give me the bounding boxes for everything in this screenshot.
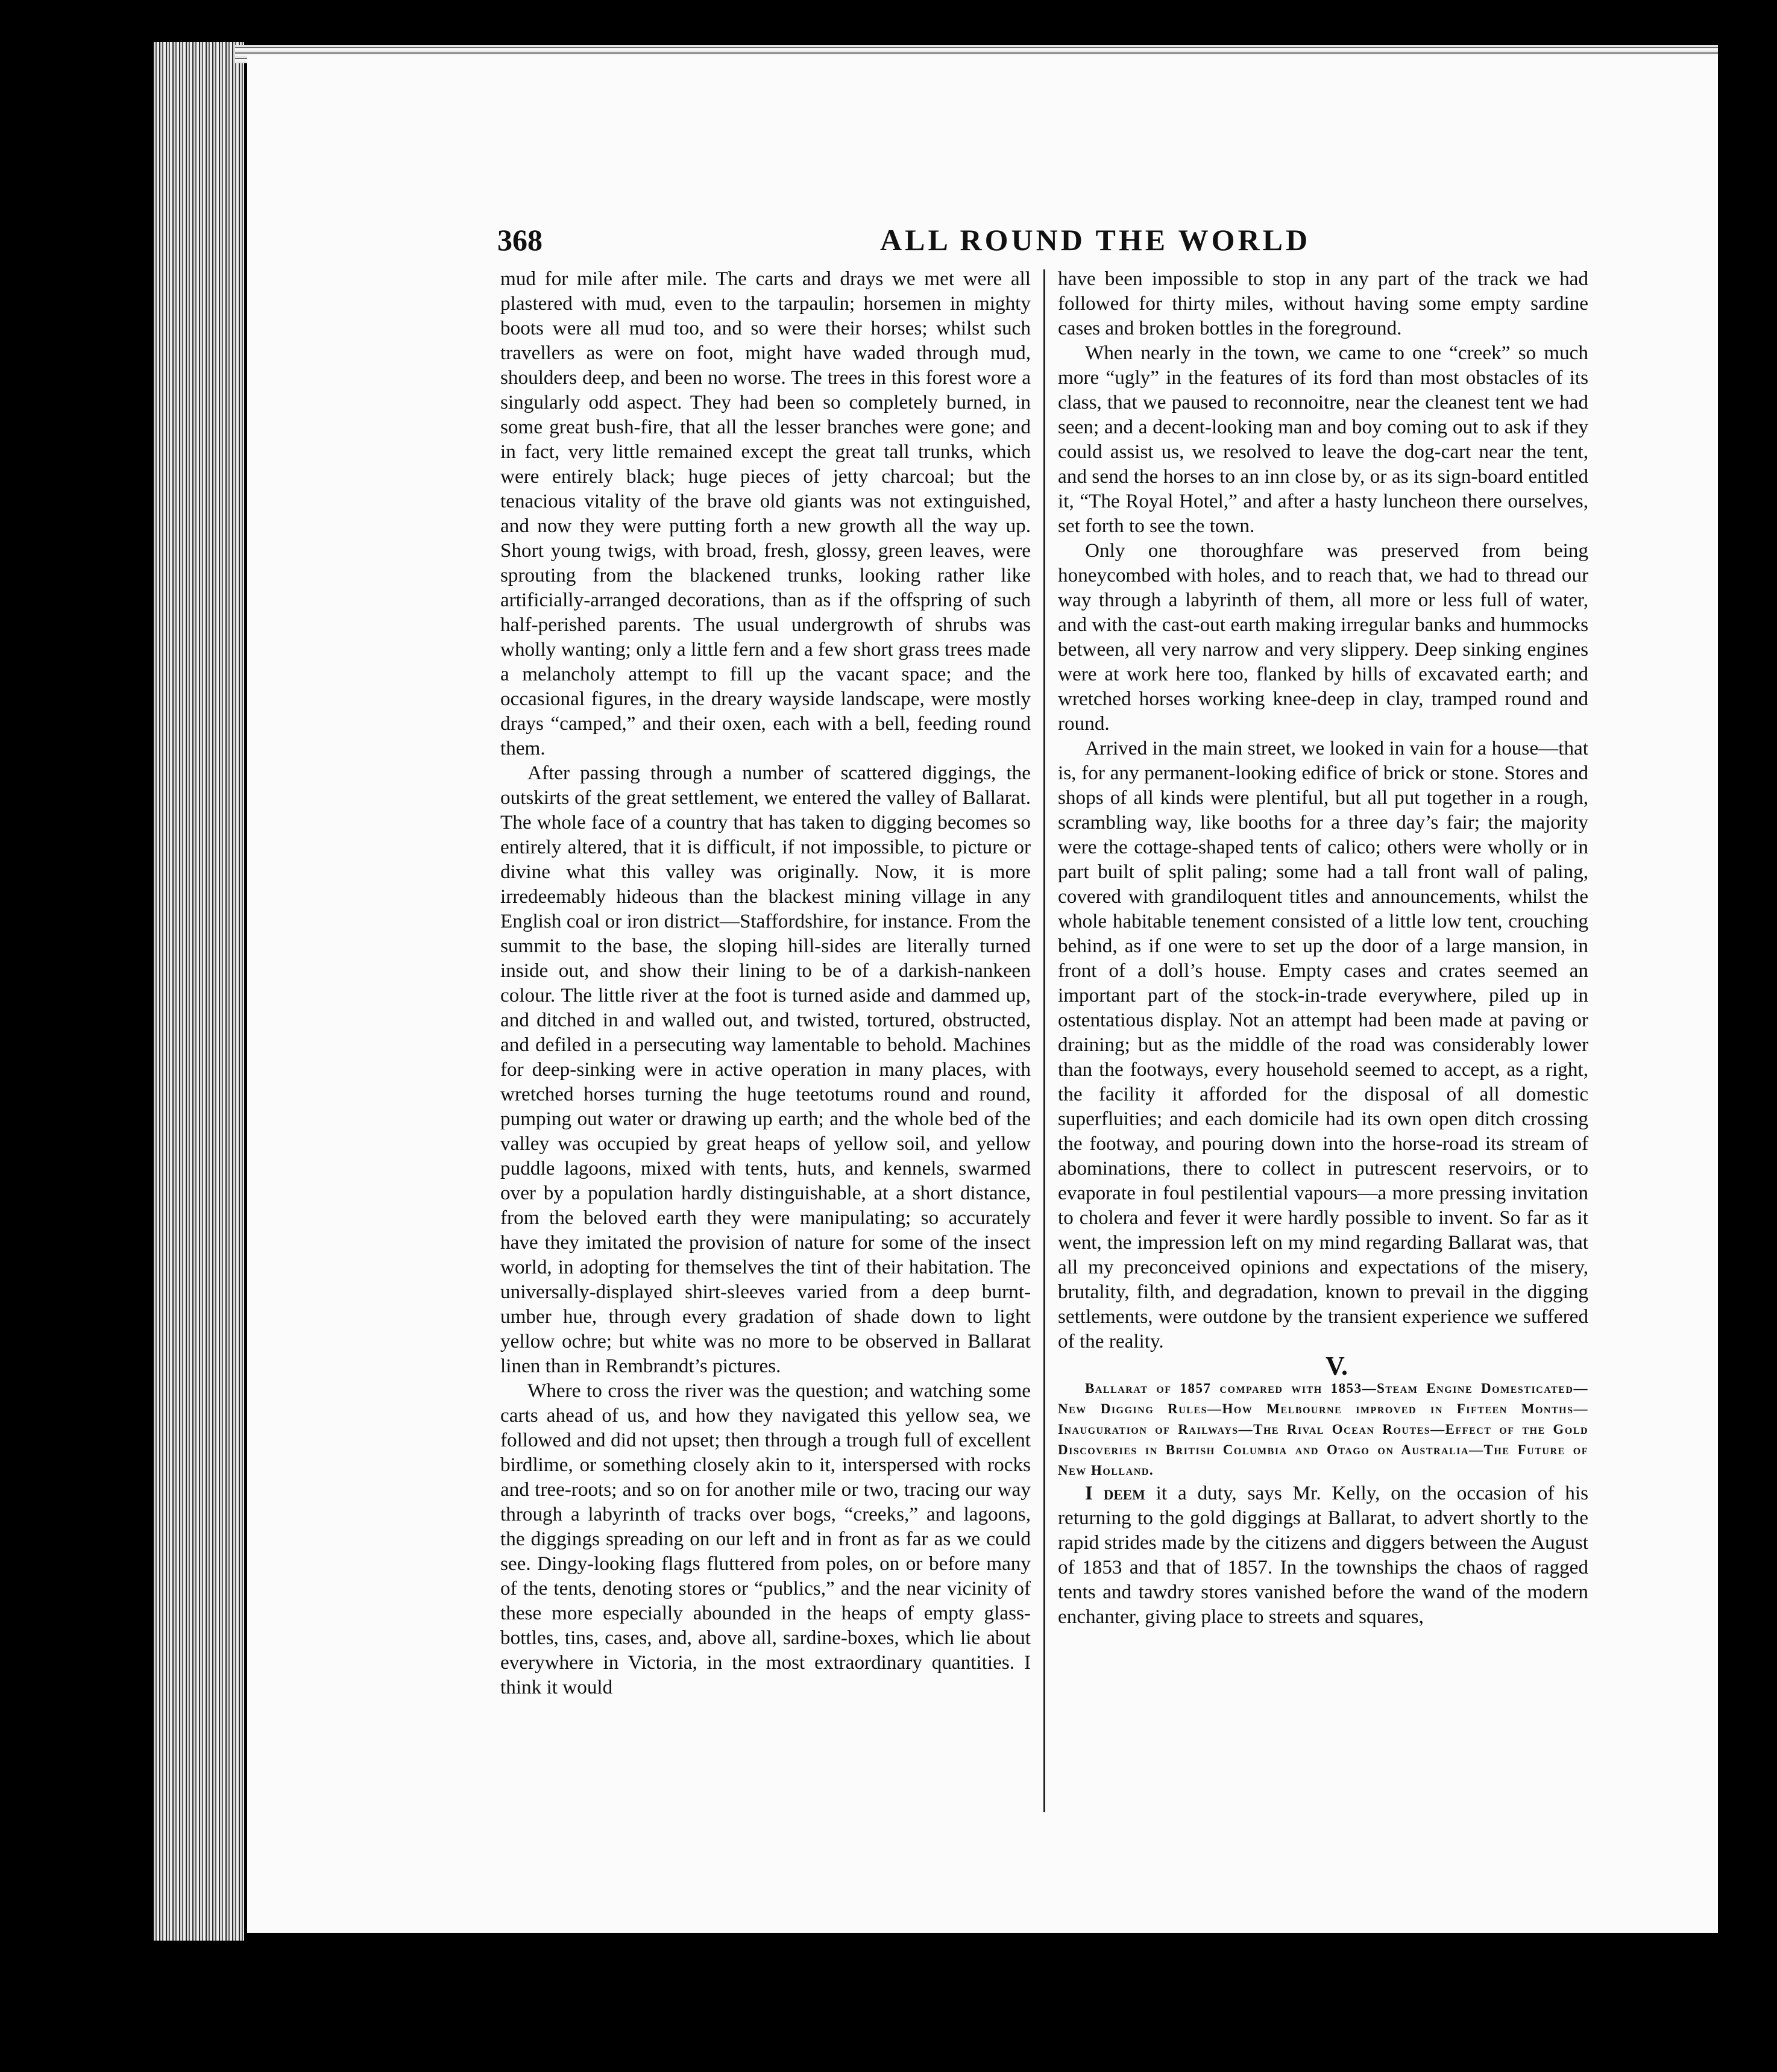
book-page: [247, 55, 1718, 1933]
paragraph: Where to cross the river was the question; and watching some carts ahead of us, and how they navigated this yellow sea, we followed and did not upset; then through a trough full of excellent birdlime, or something closely akin to it, interspersed with rocks and tree-roots; and so on for another mile or two, tracing our way through a labyrinth of tracks over bogs, “creeks,” and lagoons, the diggings spreading on our left and in front as far as we could see. Dingy-looking flags fluttered from poles, on or before many of the tents, denoting stores or “publics,” and the near vicinity of these more especially abounded in the heaps of empty glass-bottles, tins, cases, and, above all, sardine-boxes, which lie about everywhere in Victoria, in the most extraordinary quantities. I think it would: [500, 1380, 1031, 1698]
paragraph: have been impossible to stop in any part of the track we had followed for thirty miles, without having some empty sardine cases and broken bottles in the foreground.: [1058, 268, 1588, 339]
column-rule: [1043, 269, 1045, 1812]
paragraph: Only one thoroughfare was preserved from being honeycombed with holes, and to reach that, we had to thread our way through a labyrinth of them, all more or less full of water, and with the cast-out earth making irregular banks and hummocks between, all very narrow and very slippery. Deep sinking engines were at work here too, flanked by hills of excavated earth; and wretched horses working knee-deep in clay, tramped round and round.: [1058, 539, 1588, 735]
right-column: [1058, 266, 1588, 1629]
paragraph-text: it a duty, says Mr. Kelly, on the occasion of his returning to the gold diggings at Ballarat, to advert shortly to the rapid strides made by the citizens and diggers between the August of 1853 and that of 1857. In the townships the chaos of ragged tents and tawdry stores vanished before the wand of the modern enchanter, giving place to streets and squares,: [1058, 1482, 1588, 1628]
book-page-edges: [154, 42, 244, 1941]
paragraph: mud for mile after mile. The carts and drays we met were all plastered with mud, even to the tarpaulin; horsemen in mighty boots were all mud too, and so were their horses; whilst such travellers as were on foot, might have waded through mud, shoulders deep, and been no worse. The trees in this forest wore a singularly odd aspect. They had been so completely burned, in some great bush-fire, that all the lesser branches were gone; and in fact, very little remained except the great tall trunks, which were entirely black; huge pieces of jetty charcoal; but the tenacious vitality of the brave old giants was not extinguished, and now they were putting forth a new growth all the way up. Short young twigs, with broad, fresh, glossy, green leaves, were sprouting from the blackened trunks, looking rather like artificially-arranged decorations, than as if the offspring of such half-perished parents. The usual undergrowth of shrubs was wholly wanting; only a little fern and a few short grass trees made a melancholy attempt to fill up the vacant space; and the occasional figures, in the dreary wayside landscape, were mostly drays “camped,” and their oxen, each with a bell, feeding round them.: [500, 268, 1031, 759]
left-column: [500, 266, 1031, 1700]
running-head: [247, 222, 1718, 259]
paragraph: After passing through a number of scattered diggings, the outskirts of the great settlement, we entered the valley of Ballarat. The whole face of a country that has taken to digging becomes so entirely altered, that it is difficult, if not impossible, to picture or divine what this valley was originally. Now, it is more irredeemably hideous than the blackest mining village in any English coal or iron district—Staffordshire, for instance. From the summit to the base, the sloping hill-sides are literally turned inside out, and show their lining to be of a darkish-nankeen colour. The little river at the foot is turned aside and dammed up, and ditched in and walled out, and twisted, tortured, obstructed, and defiled in a persecuting way lamentable to behold. Machines for deep-sinking were in active operation in many places, with wretched horses turning the huge teetotums round and round, pumping out water or drawing up earth; and the whole bed of the valley was occupied by great heaps of yellow soil, and yellow puddle lagoons, mixed with tents, huts, and kennels, swarmed over by a population hardly distinguishable, at a short distance, from the beloved earth they were manipulating; so accurately have they imitated the provision of nature for some of the insect world, in adopting for themselves the tint of their habitation. The universally-displayed shirt-sleeves varied from a deep burnt-umber hue, through every gradation of shade down to light yellow ochre; but white was no more to be observed in Ballarat linen than in Rembrandt’s pictures.: [500, 762, 1031, 1377]
page-number: 368: [497, 223, 543, 257]
paragraph: Arrived in the main street, we looked in vain for a house—that is, for any permanent-looking edifice of brick or stone. Stores and shops of all kinds were plentiful, but all put together in a rough, scrambling way, like booths for a three day’s fair; the majority were the cottage-shaped tents of calico; others were wholly or in part built of split paling; some had a tall front wall of paling, covered with grandiloquent titles and announcements, whilst the whole habitable tenement consisted of a little low tent, crouching behind, as if one were to set up the door of a large mansion, in front of a doll’s house. Empty cases and crates seemed an important part of the stock-in-trade everywhere, piled up in ostentatious display. Not an attempt had been made at paving or draining; but as the middle of the road was considerably lower than the footways, every household seemed to accept, as a right, the facility it afforded for the disposal of all domestic superfluities; and each domicile had its own open ditch crossing the footway, and pouring down into the horse-road its stream of abominations, there to collect in putrescent reservoirs, or to evaporate in foul pestilential vapours—a more pressing invitation to cholera and fever it were hardly possible to invent. So far as it went, the impression left on my mind regarding Ballarat was, that all my preconceived opinions and expectations of the misery, brutality, filth, and degradation, known to prevail in the digging settlements, were outdone by the transient experience we suffered of the reality.: [1058, 737, 1588, 1352]
section-number: V.: [1325, 1351, 1348, 1381]
paragraph: When nearly in the town, we came to one “creek” so much more “ugly” in the features of its ford than most obstacles of its class, that we paused to reconnoitre, near the cleanest tent we had seen; and a decent-looking man and boy coming out to ask if they could assist us, we resolved to leave the dog-cart near the tent, and send the horses to an inn close by, or as its sign-board entitled it, “The Royal Hotel,” and after a hasty luncheon there ourselves, set forth to see the town.: [1058, 342, 1588, 537]
section-summary: Ballarat of 1857 compared with 1853—Steam Engine Domesticated—New Digging Rules—How Melbourne improved in Fifteen Months—Inauguration of Railways—The Rival Ocean Routes—Effect of the Gold Discoveries in British Columbia and Otago on Australia—The Future of New Holland.: [1058, 1381, 1588, 1478]
lead-words: I deem: [1085, 1482, 1145, 1504]
running-title: ALL ROUND THE WORLD: [880, 223, 1311, 257]
paragraph: [1058, 1481, 1588, 1629]
